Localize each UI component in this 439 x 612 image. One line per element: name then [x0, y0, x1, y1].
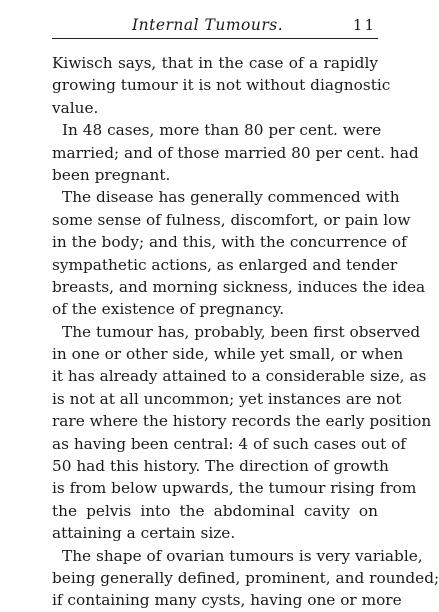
- text-line: The tumour has, probably, been first observed: [62, 322, 421, 341]
- page-number: 11: [352, 16, 376, 34]
- text-line: in one or other side, while yet small, or when: [52, 345, 404, 364]
- text-line: of the existence of pregnancy.: [52, 300, 285, 319]
- text-line: it has already attained to a considerable size, as: [52, 367, 427, 386]
- text-line: the pelvis into the abdominal cavity on: [52, 501, 378, 520]
- text-line: sympathetic actions, as enlarged and tender: [52, 255, 398, 274]
- text-line: being generally defined, prominent, and rounded;: [52, 568, 439, 587]
- text-line: breasts, and morning sickness, induces the idea: [52, 277, 426, 296]
- text-line: is from below upwards, the tumour rising from: [52, 479, 417, 498]
- text-line: as having been central: 4 of such cases out of: [52, 434, 406, 453]
- running-title: Internal Tumours.: [132, 16, 284, 34]
- text-line: been pregnant.: [52, 165, 171, 184]
- text-line: is not at all uncommon; yet instances are not: [52, 389, 402, 408]
- text-line: 50 had this history. The direction of growth: [52, 457, 389, 476]
- text-line: value.: [52, 98, 99, 117]
- text-line: married; and of those married 80 per cent. had: [52, 143, 419, 162]
- text-line: attaining a certain size.: [52, 524, 236, 543]
- text-line: The shape of ovarian tumours is very variable,: [62, 546, 423, 565]
- text-line: rare where the history records the early position: [52, 412, 432, 431]
- book-page: [52, 16, 439, 612]
- text-line: In 48 cases, more than 80 per cent. were: [62, 121, 382, 140]
- text-line: The disease has generally commenced with: [62, 188, 400, 207]
- text-line: Kiwisch says, that in the case of a rapidly: [52, 54, 378, 72]
- text-line: in the body; and this, with the concurrence of: [52, 233, 407, 252]
- text-line: growing tumour it is not without diagnostic: [52, 76, 391, 95]
- page-header: [52, 16, 378, 39]
- body-text: [52, 52, 439, 612]
- text-line: if containing many cysts, having one or more: [52, 591, 402, 610]
- text-line: some sense of fulness, discomfort, or pain low: [52, 210, 411, 229]
